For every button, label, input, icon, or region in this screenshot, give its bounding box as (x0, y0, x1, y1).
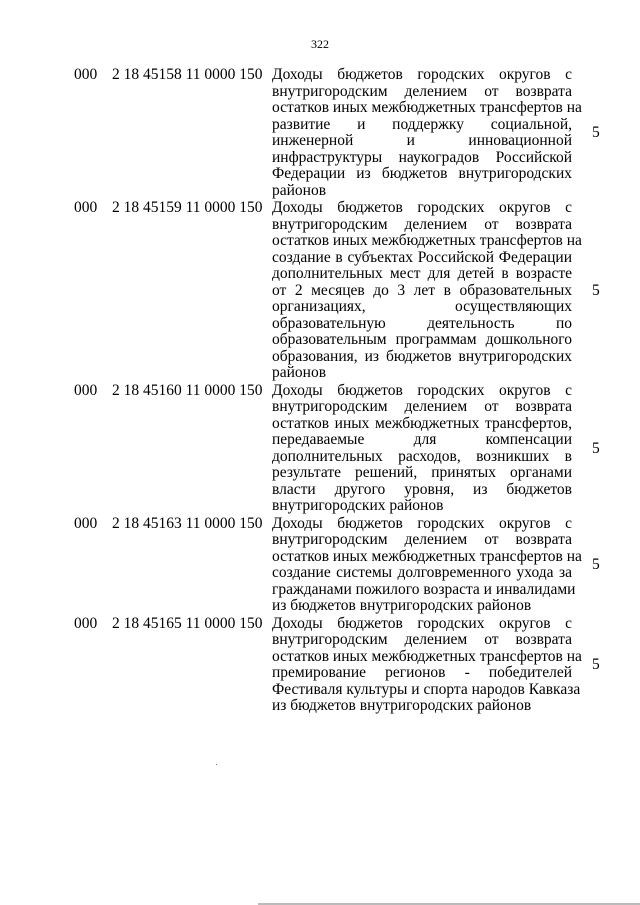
budget-classification-code: 2 18 45160 11 0000 150 (112, 381, 263, 399)
description-line: от 2 месяцев до 3 лет в образовательных (272, 281, 572, 299)
description-line: остатков иных межбюджетных трансфертов на (272, 547, 582, 565)
revenue-description (272, 614, 582, 715)
admin-code: 000 (74, 199, 98, 216)
budget-classification-code: 2 18 45158 11 0000 150 (112, 66, 263, 83)
admin-code: 000 (74, 381, 98, 399)
description-line: развитие и поддержку социальной, (272, 115, 572, 133)
description-line: остатков иных межбюджетных трансфертов на (272, 232, 582, 249)
description-line: остатков иных межбюджетных трансфертов на (272, 647, 582, 665)
description-line: образовательную деятельность по (272, 314, 572, 332)
description-line: Федерации из бюджетов внутригородских (272, 165, 572, 182)
description-line: инфраструктуры наукоградов Российской (272, 148, 572, 166)
description-line: передаваемые для компенсации (272, 431, 572, 448)
table-row (0, 616, 640, 715)
description-line: Доходы бюджетов городских округов с (272, 66, 572, 83)
description-line: внутригородским делением от возврата (272, 82, 572, 100)
budget-classification-code: 2 18 45159 11 0000 150 (112, 199, 263, 216)
description-line: создание системы долговременного ухода за (272, 564, 572, 581)
amount-value: 5 (592, 555, 600, 573)
table-row (0, 200, 640, 382)
table-row (0, 383, 640, 515)
description-line: организациях, осуществляющих (272, 298, 572, 315)
description-line: гражданами пожилого возраста и инвалидами (272, 580, 576, 598)
description-line: Доходы бюджетов городских округов с (272, 514, 572, 532)
table-row (0, 67, 640, 199)
admin-code: 000 (74, 66, 98, 83)
amount-value: 5 (592, 439, 600, 457)
scan-artifact-dot (216, 764, 217, 765)
description-line: внутригородским делением от возврата (272, 215, 572, 233)
description-line: районов (272, 181, 327, 199)
description-line: внутригородским делением от возврата (272, 531, 572, 548)
description-line: власти другого уровня, из бюджетов (272, 480, 572, 498)
description-line: Фестиваля культуры и спорта народов Кавказа (272, 680, 581, 698)
budget-classification-code: 2 18 45163 11 0000 150 (112, 514, 263, 532)
description-line: премирование регионов - победителей (272, 664, 572, 681)
description-line: из бюджетов внутригородских районов (272, 597, 532, 614)
description-line: Доходы бюджетов городских округов с (272, 381, 572, 399)
revenue-description (272, 514, 582, 615)
amount-value: 5 (592, 655, 600, 673)
description-line: Доходы бюджетов городских округов с (272, 199, 572, 216)
description-line: инженерной и инновационной (272, 132, 572, 149)
description-line: из бюджетов внутригородских районов (272, 697, 532, 714)
revenue-description (272, 199, 582, 382)
page-number: 322 (311, 37, 329, 51)
revenue-description (272, 66, 582, 199)
description-line: дополнительных расходов, возникших в (272, 447, 572, 465)
admin-code: 000 (74, 514, 98, 532)
budget-code-table (0, 67, 640, 716)
description-line: образовательным программам дошкольного (272, 331, 572, 348)
description-line: внутригородских районов (272, 497, 444, 514)
table-row (0, 516, 640, 615)
description-line: Доходы бюджетов городских округов с (272, 614, 572, 632)
revenue-description (272, 383, 572, 515)
description-line: районов (272, 364, 327, 381)
admin-code: 000 (74, 614, 98, 632)
amount-value: 5 (592, 281, 600, 299)
description-line: создание в субъектах Российской Федерации (272, 248, 572, 266)
description-line: внутригородским делением от возврата (272, 631, 572, 648)
description-line: остатков иных межбюджетных трансфертов на (272, 99, 582, 116)
description-line: остатков иных межбюджетных трансфертов, (272, 414, 572, 432)
description-line: дополнительных мест для детей в возрасте (272, 265, 572, 282)
description-line: результате решений, принятых органами (272, 464, 572, 481)
description-line: образования, из бюджетов внутригородских (272, 347, 572, 365)
description-line: внутригородским делением от возврата (272, 398, 572, 415)
amount-value: 5 (592, 123, 600, 141)
budget-classification-code: 2 18 45165 11 0000 150 (112, 614, 263, 632)
